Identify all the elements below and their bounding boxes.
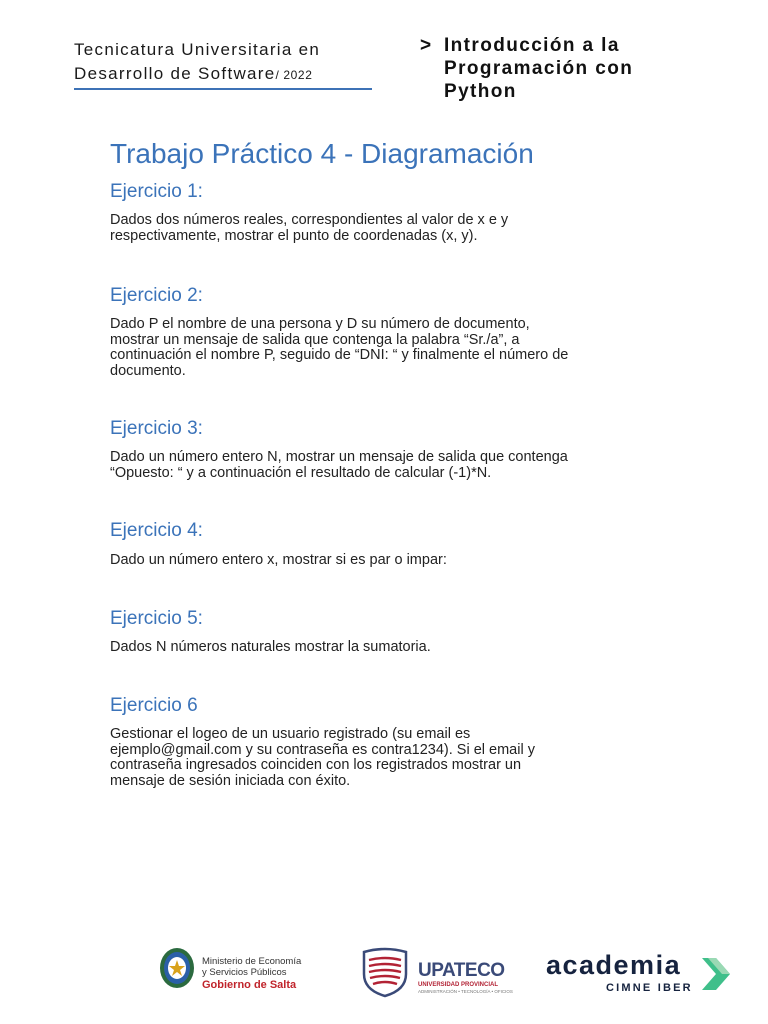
chevron-right-icon: > — [420, 35, 433, 56]
upateco-name: UPATECO — [418, 960, 505, 981]
course-name — [74, 38, 372, 87]
course-year: / 2022 — [275, 68, 313, 82]
exercise-2-body — [110, 317, 670, 379]
exercise-4-heading: Ejercicio 4: — [110, 520, 203, 541]
exercise-line: continuación el nombre P, seguido de “DNI: “ y finalmente el número de — [110, 347, 569, 363]
exercise-line: Dados N números naturales mostrar la sumatoria. — [110, 639, 431, 655]
exercise-line: documento. — [110, 362, 186, 379]
upateco-tagline: ADMINISTRACIÓN • TECNOLOGÍA • OFICIOS — [418, 989, 513, 994]
exercise-line: Dado un número entero N, mostrar un mensaje de salida que contenga — [110, 449, 568, 465]
upateco-shield-icon — [360, 946, 410, 998]
exercise-1-body — [110, 213, 670, 244]
exercise-3-heading: Ejercicio 3: — [110, 418, 203, 439]
exercise-4-body — [110, 553, 670, 569]
exercise-line: ejemplo@gmail.com y su contraseña es contra1234). Si el email y — [110, 741, 535, 758]
exercise-3-body — [110, 450, 670, 481]
academia-chevron-icon — [698, 956, 734, 992]
exercise-line: Dado P el nombre de una persona y D su número de documento, — [110, 316, 530, 332]
ministry-line2: y Servicios Públicos — [202, 967, 287, 978]
exercise-line: Dado un número entero x, mostrar si es par o impar: — [110, 552, 447, 568]
exercise-line: mensaje de sesión iniciada con éxito. — [110, 772, 351, 789]
salta-seal-icon — [158, 946, 196, 992]
course-name-text: Desarrollo de Software — [74, 64, 276, 83]
subject-line: Programación con — [444, 58, 634, 79]
exercise-line: Dados dos números reales, correspondientes al valor de x e y — [110, 212, 509, 228]
academia-subtitle: CIMNE IBER — [606, 982, 693, 994]
course-name-line2 — [74, 62, 372, 87]
upateco-subtitle: UNIVERSIDAD PROVINCIAL — [418, 982, 499, 988]
course-name-line1: Tecnicatura Universitaria en — [74, 40, 321, 59]
exercise-1-heading: Ejercicio 1: — [110, 181, 203, 202]
exercise-line: “Opuesto: “ y a continuación el resultado de calcular (-1)*N. — [110, 464, 492, 481]
exercise-5-body — [110, 640, 670, 656]
exercise-line: contraseña ingresados coinciden con los registrados mostrar un — [110, 757, 522, 773]
header-divider — [74, 88, 372, 90]
academia-word: academia — [546, 950, 682, 980]
exercise-line: respectivamente, mostrar el punto de coordenadas (x, y). — [110, 227, 478, 244]
ministry-line1: Ministerio de Economía — [202, 956, 302, 967]
exercise-6-body — [110, 727, 670, 789]
footer-logos — [0, 940, 768, 1010]
exercise-line: Gestionar el logeo de un usuario registrado (su email es — [110, 726, 471, 742]
subject-line: Introducción a la — [444, 35, 620, 56]
ministry-line3: Gobierno de Salta — [202, 979, 297, 991]
exercise-line: mostrar un mensaje de salida que contenga la palabra “Sr./a”, a — [110, 331, 520, 348]
exercise-6-heading: Ejercicio 6 — [110, 695, 198, 716]
exercise-2-heading: Ejercicio 2: — [110, 285, 203, 306]
page-title: Trabajo Práctico 4 - Diagramación — [110, 138, 534, 169]
subject-line: Python — [444, 81, 517, 102]
exercise-5-heading: Ejercicio 5: — [110, 608, 203, 629]
